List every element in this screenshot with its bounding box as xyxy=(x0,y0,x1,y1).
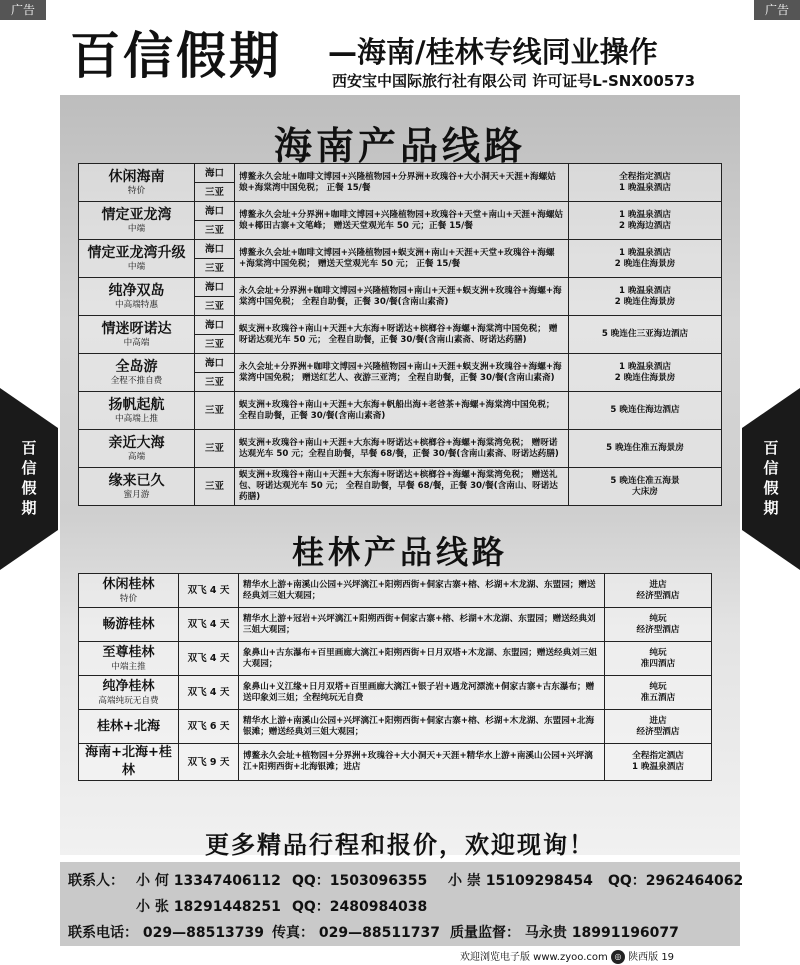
product-name: 畅游桂林 xyxy=(102,616,155,632)
table-row xyxy=(79,608,712,642)
depart-city: 三亚 xyxy=(195,373,235,392)
depart-city: 三亚 xyxy=(195,259,235,278)
side-tab-right xyxy=(742,388,800,570)
table-row xyxy=(79,240,722,259)
contact-person-3: 小 张 18291448251 xyxy=(136,899,281,915)
ad-tag-left: 广告 xyxy=(0,0,46,20)
trip-duration: 双飞 9 天 xyxy=(179,744,239,781)
hotel-info: 5 晚连住三亚海边酒店 xyxy=(569,316,722,354)
product-name: 纯净双岛 xyxy=(108,283,165,299)
hotel-info: 1 晚温泉酒店 2 晚连住海景房 xyxy=(569,278,722,316)
product-tier: 中端 xyxy=(127,224,146,234)
product-tier: 蜜月游 xyxy=(123,490,150,500)
trip-duration: 双飞 4 天 xyxy=(179,574,239,608)
contact-panel xyxy=(60,862,744,946)
table-row xyxy=(79,164,722,183)
depart-city: 海口 xyxy=(195,164,235,183)
route-description: 博鳌永久会址+咖啡文博园+兴隆植物园+分界洲+玫瑰谷+大小洞天+天涯+海螺姑娘+海棠湾中国免税； 正餐 15/餐 xyxy=(235,164,569,202)
contact-fax: 传真： 029—88511737 xyxy=(272,925,441,941)
table-row xyxy=(79,430,722,468)
table-row xyxy=(79,744,712,781)
product-name-cell xyxy=(79,468,195,506)
footer xyxy=(460,948,674,964)
slogan: —海南/桂林专线同业操作 xyxy=(328,35,658,69)
trip-duration: 双飞 4 天 xyxy=(179,642,239,676)
contact-qq-2: QQ：2962464062 xyxy=(608,873,744,889)
depart-city: 海口 xyxy=(195,240,235,259)
product-tier: 中端 xyxy=(127,262,146,272)
publisher-logo-icon: ◎ xyxy=(611,950,625,964)
product-name-cell xyxy=(79,744,179,781)
hotel-info: 全程指定酒店 1 晚温泉酒店 xyxy=(605,744,712,781)
depart-city: 三亚 xyxy=(195,297,235,316)
hotel-info: 全程指定酒店 1 晚温泉酒店 xyxy=(569,164,722,202)
hotel-info: 纯玩 准四酒店 xyxy=(605,642,712,676)
product-name: 情定亚龙湾升级 xyxy=(87,245,186,261)
product-name: 纯净桂林 xyxy=(102,679,155,694)
product-name: 扬帆起航 xyxy=(108,397,165,413)
hotel-info: 5 晚连住准五海景 大床房 xyxy=(569,468,722,506)
product-tier: 中端主推 xyxy=(111,662,146,672)
product-name-cell xyxy=(79,354,195,392)
route-description: 博鳌永久会址+咖啡文博园+兴隆植物园+蜈支洲+南山+天涯+天堂+玫瑰谷+海螺+海棠湾中国免税； 赠送天堂观光车 50 元； 正餐 15/餐 xyxy=(235,240,569,278)
table-row xyxy=(79,392,722,430)
table-row xyxy=(79,710,712,744)
hotel-info: 5 晚连住海边酒店 xyxy=(569,392,722,430)
depart-city: 海口 xyxy=(195,354,235,373)
guilin-product-table xyxy=(78,573,712,781)
depart-city: 海口 xyxy=(195,316,235,335)
trip-duration: 双飞 6 天 xyxy=(179,710,239,744)
depart-city: 三亚 xyxy=(195,430,235,468)
table-row xyxy=(79,468,722,506)
product-name: 亲近大海 xyxy=(108,435,165,451)
product-name-cell xyxy=(79,574,179,608)
hainan-title: 海南产品线路 xyxy=(273,124,526,168)
route-description: 永久会址+分界洲+咖啡文博园+兴隆植物园+南山+天涯+蜈支洲+玫瑰谷+海螺+海棠湾中国免税； 赠送红艺人、夜游三亚湾； 全程自助餐，正餐 30/餐(含南山素斋) xyxy=(235,354,569,392)
product-tier: 特价 xyxy=(127,186,146,196)
product-name-cell xyxy=(79,278,195,316)
product-name-cell xyxy=(79,316,195,354)
product-name-cell xyxy=(79,392,195,430)
hainan-product-table xyxy=(78,163,722,506)
product-name: 至尊桂林 xyxy=(102,645,155,660)
company-license: 西安宝中国际旅行社有限公司 许可证号L-SNX00573 xyxy=(332,72,696,90)
product-name: 海南+北海+桂林 xyxy=(85,745,172,778)
product-name-cell xyxy=(79,642,179,676)
table-row xyxy=(79,642,712,676)
table-row xyxy=(79,676,712,710)
product-tier: 高端纯玩无自费 xyxy=(98,696,159,706)
route-description: 象鼻山+义江缘+日月双塔+百里画廊大漓江+银子岩+遇龙河漂流+侗家古寨+古东瀑布；赠送印象刘三姐；全程纯玩无自费 xyxy=(239,676,605,710)
table-row xyxy=(79,278,722,297)
product-name: 缘来已久 xyxy=(108,473,165,489)
product-name-cell xyxy=(79,202,195,240)
product-name: 休闲桂林 xyxy=(102,577,155,592)
side-tab-left xyxy=(0,388,58,570)
product-name: 情迷呀诺达 xyxy=(101,321,172,337)
product-name-cell xyxy=(79,164,195,202)
route-description: 蜈支洲+玫瑰谷+南山+天涯+大东海+呀诺达+槟榔谷+海螺+海棠湾免税； 赠呀诺达观光车 50 元；全程自助餐，早餐 68/餐，正餐 30/餐(含南山素斋、呀诺达药膳) xyxy=(235,430,569,468)
side-tab-text: 百信假期 xyxy=(763,439,779,517)
depart-city: 海口 xyxy=(195,202,235,221)
footer-edition: 陕西版 xyxy=(628,952,659,963)
contact-qq-1: QQ：1503096355 xyxy=(292,873,428,889)
hotel-info: 1 晚温泉酒店 2 晚连住海景房 xyxy=(569,240,722,278)
product-tier: 中高端特惠 xyxy=(115,300,158,310)
product-name-cell xyxy=(79,240,195,278)
hotel-info: 纯玩 经济型酒店 xyxy=(605,608,712,642)
contact-person-1: 小 何 13347406112 xyxy=(136,873,281,889)
route-description: 精华水上游+南溪山公园+兴坪漓江+阳朔西街+侗家古寨+榕、杉湖+木龙湖、东盟园；赠送经典刘三姐大观园； xyxy=(239,574,605,608)
hotel-info: 1 晚温泉酒店 2 晚海边酒店 xyxy=(569,202,722,240)
depart-city: 三亚 xyxy=(195,335,235,354)
product-name-cell xyxy=(79,608,179,642)
contact-tel: 联系电话： 029—88513739 xyxy=(68,925,265,941)
product-tier: 特价 xyxy=(119,594,138,604)
table-row xyxy=(79,316,722,335)
product-name-cell xyxy=(79,710,179,744)
table-row xyxy=(79,202,722,221)
product-name-cell xyxy=(79,430,195,468)
product-tier: 中高端 xyxy=(123,338,150,348)
depart-city: 三亚 xyxy=(195,468,235,506)
trip-duration: 双飞 4 天 xyxy=(179,676,239,710)
table-row xyxy=(79,354,722,373)
route-description: 蜈支洲+玫瑰谷+南山+天涯+大东海+呀诺达+槟榔谷+海螺+海棠湾免税； 赠送礼包、呀诺达观光车 50 元； 全程自助餐，早餐 68/餐，正餐 30/餐(含南山、呀诺达药膳) xyxy=(235,468,569,506)
product-name: 桂林+北海 xyxy=(97,718,160,734)
route-description: 精华水上游+南溪山公园+兴坪漓江+阳朔西街+侗家古寨+榕、杉湖+木龙湖、东盟园+北海银滩；赠送经典刘三姐大观园； xyxy=(239,710,605,744)
guilin-title: 桂林产品线路 xyxy=(291,533,508,571)
table-row xyxy=(79,574,712,608)
product-tier: 中高端上推 xyxy=(115,414,158,424)
route-description: 象鼻山+古东瀑布+百里画廊大漓江+阳朔西街+日月双塔+木龙湖、东盟园；赠送经典刘三姐大观园； xyxy=(239,642,605,676)
depart-city: 三亚 xyxy=(195,392,235,430)
depart-city: 海口 xyxy=(195,278,235,297)
trip-duration: 双飞 4 天 xyxy=(179,608,239,642)
product-name: 休闲海南 xyxy=(108,169,165,185)
page-number: 19 xyxy=(661,952,675,963)
route-description: 精华水上游+冠岩+兴坪漓江+阳朔西街+侗家古寨+榕、杉湖+木龙湖、东盟园；赠送经典刘三姐大观园； xyxy=(239,608,605,642)
route-description: 博鳌永久会址+植物园+分界洲+玫瑰谷+大小洞天+天涯+精华水上游+南溪山公园+兴坪漓江+阳朔西街+北海银滩；进店 xyxy=(239,744,605,781)
hotel-info: 进店 经济型酒店 xyxy=(605,574,712,608)
ad-tag-right: 广告 xyxy=(754,0,800,20)
main-content xyxy=(60,95,740,859)
side-tab-text: 百信假期 xyxy=(21,439,37,517)
product-name: 情定亚龙湾 xyxy=(101,207,172,223)
contact-qq-3: QQ：2480984038 xyxy=(292,899,428,915)
contact-label: 联系人： xyxy=(68,873,124,889)
contact-person-2: 小 崇 15109298454 xyxy=(448,873,593,889)
quality-supervisor: 质量监督： 马永贵 18991196077 xyxy=(450,925,679,941)
hotel-info: 进店 经济型酒店 xyxy=(605,710,712,744)
header xyxy=(60,20,740,90)
hotel-info: 5 晚连住准五海景房 xyxy=(569,430,722,468)
product-tier: 高端 xyxy=(127,452,146,462)
route-description: 蜈支洲+玫瑰谷+南山+天涯+大东海+呀诺达+槟榔谷+海螺+海棠湾中国免税； 赠呀诺达观光车 50 元； 全程自助餐，正餐 30/餐(含南山素斋、呀诺达药膳) xyxy=(235,316,569,354)
product-name: 全岛游 xyxy=(115,359,158,375)
product-name-cell xyxy=(79,676,179,710)
hotel-info: 纯玩 准五酒店 xyxy=(605,676,712,710)
route-description: 永久会址+分界洲+咖啡文博园+兴隆植物园+南山+天涯+蜈支洲+玫瑰谷+海螺+海棠湾中国免税； 全程自助餐，正餐 30/餐(含南山素斋) xyxy=(235,278,569,316)
product-tier: 全程不推自费 xyxy=(110,376,163,386)
call-to-action: 更多精品行程和报价，欢迎现询！ xyxy=(205,831,595,859)
footer-text: 欢迎浏览电子版 www.zyoo.com xyxy=(460,952,608,963)
brand-logo: 百信假期 xyxy=(70,27,282,85)
depart-city: 三亚 xyxy=(195,221,235,240)
hotel-info: 1 晚温泉酒店 2 晚连住海景房 xyxy=(569,354,722,392)
depart-city: 三亚 xyxy=(195,183,235,202)
route-description: 蜈支洲+玫瑰谷+南山+天涯+大东海+帆船出海+老爸茶+海螺+海棠湾中国免税； 全程自助餐，正餐 30/餐(含南山素斋) xyxy=(235,392,569,430)
route-description: 博鳌永久会址+分界洲+咖啡文博园+兴隆植物园+玫瑰谷+天堂+南山+天涯+海螺姑娘+椰田古寨+文笔峰； 赠送天堂观光车 50 元；正餐 15/餐 xyxy=(235,202,569,240)
